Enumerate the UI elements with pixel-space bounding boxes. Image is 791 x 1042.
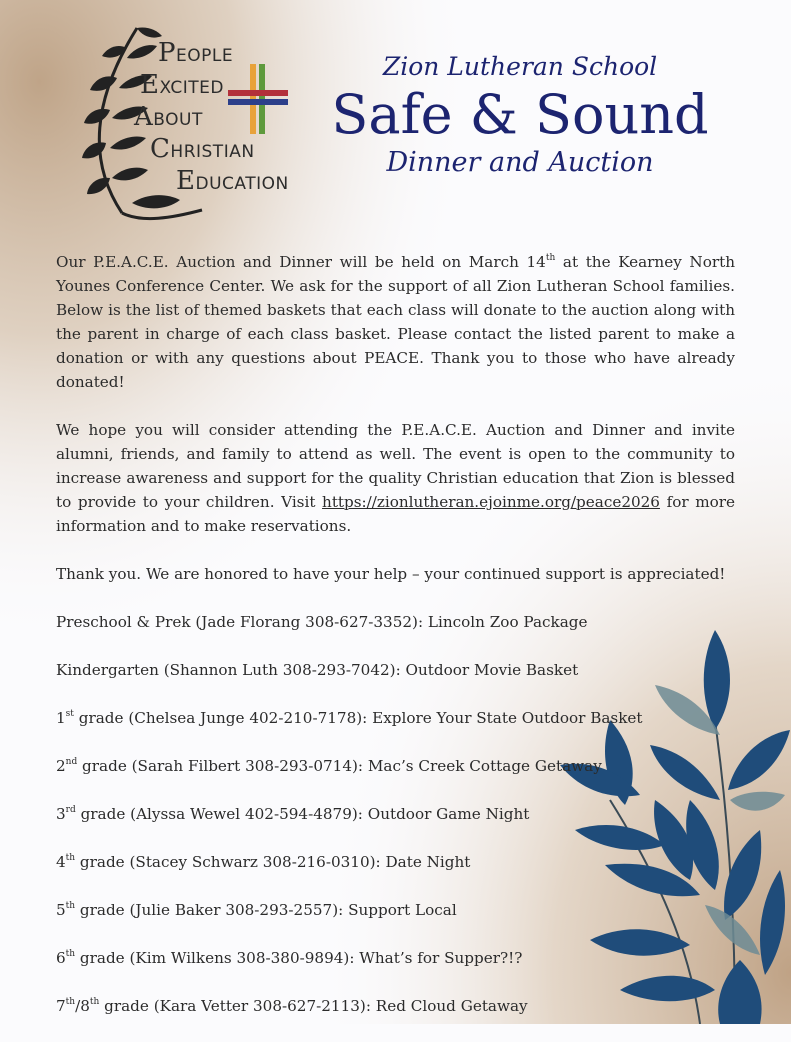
- page-title: Safe & Sound: [331, 83, 709, 146]
- basket-item: 7th/8th grade (Kara Vetter 308-627-2113): Red Cloud Getaway: [56, 997, 528, 1015]
- page-subtitle: Dinner and Auction: [386, 147, 654, 178]
- basket-item: 4th grade (Stacey Schwarz 308-216-0310): Date Night: [56, 853, 471, 871]
- logo-line: EOPLE: [176, 46, 234, 66]
- logo-line: DUCATION: [195, 174, 289, 194]
- invite-paragraph: [56, 418, 735, 538]
- letter-body: [56, 250, 735, 1042]
- logo-line-cap: P: [158, 38, 176, 68]
- basket-list: [56, 610, 735, 1018]
- basket-item: Preschool & Prek (Jade Florang 308-627-3352): Lincoln Zoo Package: [56, 613, 588, 631]
- title-block: [330, 52, 710, 178]
- thanks-paragraph: Thank you. We are honored to have your help – your continued support is appreciated!: [56, 565, 726, 583]
- logo-line-cap: A: [134, 102, 154, 132]
- logo-line: XCITED: [159, 78, 224, 98]
- ordinal-suffix: th: [545, 253, 556, 263]
- basket-item: 2nd grade (Sarah Filbert 308-293-0714): Mac’s Creek Cottage Getaway: [56, 757, 602, 775]
- basket-item: Kindergarten (Shannon Luth 308-293-7042): Outdoor Movie Basket: [56, 661, 579, 679]
- invite-text: We hope you will consider attending the P.E.A.C.E. Auction and Dinner and invite alumni, friends, and family to attend as well. The event is open to the community to increase awareness and support for the quality Christian education that Zion is blessed to provide to your children. Visit: [56, 421, 735, 511]
- basket-item: 3rd grade (Alyssa Wewel 402-594-4879): Outdoor Game Night: [56, 805, 530, 823]
- basket-item: 5th grade (Julie Baker 308-293-2557): Support Local: [56, 901, 457, 919]
- school-name: Zion Lutheran School: [382, 52, 658, 81]
- logo-line: HRISTIAN: [170, 142, 255, 162]
- intro-text: Our P.E.A.C.E. Auction and Dinner will be held on March 14: [56, 253, 546, 271]
- intro-text-cont: at the Kearney North Younes Conference Center. We ask for the support of all Zion Lutheran School families. Below is the list of themed baskets that each class will donate to the auction along with the parent in charge of each class basket. Please contact the listed parent to make a donation or with any questions about PEACE. Thank you to those who have already donated!: [56, 253, 735, 391]
- basket-item: 6th grade (Kim Wilkens 308-380-9894): What’s for Supper?!?: [56, 949, 523, 967]
- logo-line-cap: E: [176, 166, 196, 196]
- basket-item: 1st grade (Chelsea Junge 402-210-7178): Explore Your State Outdoor Basket: [56, 709, 643, 727]
- reservation-link[interactable]: https://zionlutheran.ejoinme.org/peace2026: [322, 493, 660, 511]
- logo-line: BOUT: [153, 110, 203, 130]
- logo-line-cap: C: [150, 134, 171, 164]
- intro-paragraph: [56, 250, 735, 394]
- cross-icon: [226, 62, 290, 136]
- invite-text-cont: for more information and to make reservations.: [56, 493, 735, 535]
- logo-line-cap: E: [140, 70, 160, 100]
